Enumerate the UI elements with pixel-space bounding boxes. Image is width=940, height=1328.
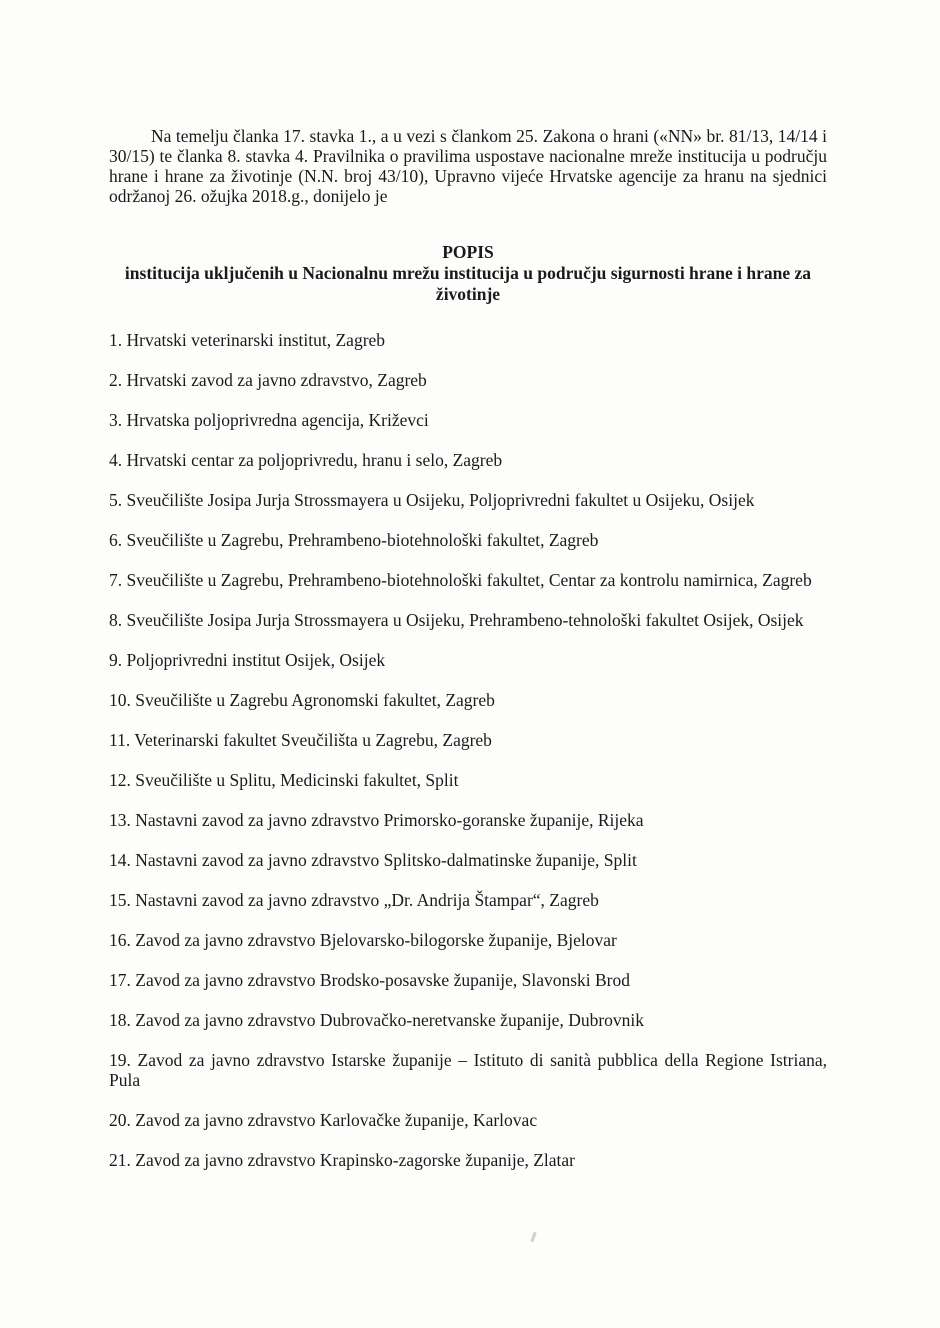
list-item: 13. Nastavni zavod za javno zdravstvo Primorsko-goranske županije, Rijeka: [109, 810, 644, 830]
list-item: 6. Sveučilište u Zagrebu, Prehrambeno-biotehnološki fakultet, Zagreb: [109, 530, 599, 550]
list-item: 18. Zavod za javno zdravstvo Dubrovačko-neretvanske županije, Dubrovnik: [109, 1010, 645, 1030]
intro-paragraph: Na temelju članka 17. stavka 1., a u vezi s člankom 25. Zakona o hrani («NN» br. 81/13, 14/14 i 30/15) te članka 8. stavka 4. Pravilnika o pravilima uspostave nacionalne mreže institucija u području hrane i hrane za životinje (N.N. broj 43/10), Upravno vijeće Hrvatske agencije za hranu na sjednici održanoj 26. ožujka 2018.g., donijelo je: [109, 126, 827, 206]
heading-subtitle: institucija uključenih u Nacionalnu mrežu institucija u području sigurnosti hrane i hrane za životinje: [124, 263, 812, 304]
list-item: 16. Zavod za javno zdravstvo Bjelovarsko-bilogorske županije, Bjelovar: [109, 930, 617, 950]
list-item: 12. Sveučilište u Splitu, Medicinski fakultet, Split: [109, 770, 459, 790]
heading-title: POPIS: [442, 242, 494, 262]
list-item: 20. Zavod za javno zdravstvo Karlovačke županije, Karlovac: [109, 1110, 538, 1130]
list-item: 5. Sveučilište Josipa Jurja Strossmayera u Osijeku, Poljoprivredni fakultet u Osijeku, Osijek: [109, 490, 755, 510]
list-item: 10. Sveučilište u Zagrebu Agronomski fakultet, Zagreb: [109, 690, 495, 710]
list-item: 1. Hrvatski veterinarski institut, Zagreb: [109, 330, 386, 350]
list-item: 8. Sveučilište Josipa Jurja Strossmayera u Osijeku, Prehrambeno-tehnološki fakultet Osijek, Osijek: [109, 610, 804, 630]
list-item: 14. Nastavni zavod za javno zdravstvo Splitsko-dalmatinske županije, Split: [109, 850, 637, 870]
document-heading: [109, 242, 827, 305]
list-item: 15. Nastavni zavod za javno zdravstvo „Dr. Andrija Štampar“, Zagreb: [109, 890, 599, 910]
institution-list: [109, 330, 827, 1190]
scan-mark: [530, 1232, 536, 1242]
list-item: 3. Hrvatska poljoprivredna agencija, Križevci: [109, 410, 429, 430]
list-item: 17. Zavod za javno zdravstvo Brodsko-posavske županije, Slavonski Brod: [109, 970, 631, 990]
list-item: 7. Sveučilište u Zagrebu, Prehrambeno-biotehnološki fakultet, Centar za kontrolu namirnica, Zagreb: [109, 570, 812, 590]
list-item: 21. Zavod za javno zdravstvo Krapinsko-zagorske županije, Zlatar: [109, 1150, 576, 1170]
list-item: 4. Hrvatski centar za poljoprivredu, hranu i selo, Zagreb: [109, 450, 503, 470]
list-item: 11. Veterinarski fakultet Sveučilišta u Zagrebu, Zagreb: [109, 730, 492, 750]
list-item: 19. Zavod za javno zdravstvo Istarske županije – Istituto di sanità pubblica della Regione Istriana, Pula: [109, 1050, 827, 1090]
list-item: 9. Poljoprivredni institut Osijek, Osijek: [109, 650, 386, 670]
list-item: 2. Hrvatski zavod za javno zdravstvo, Zagreb: [109, 370, 427, 390]
